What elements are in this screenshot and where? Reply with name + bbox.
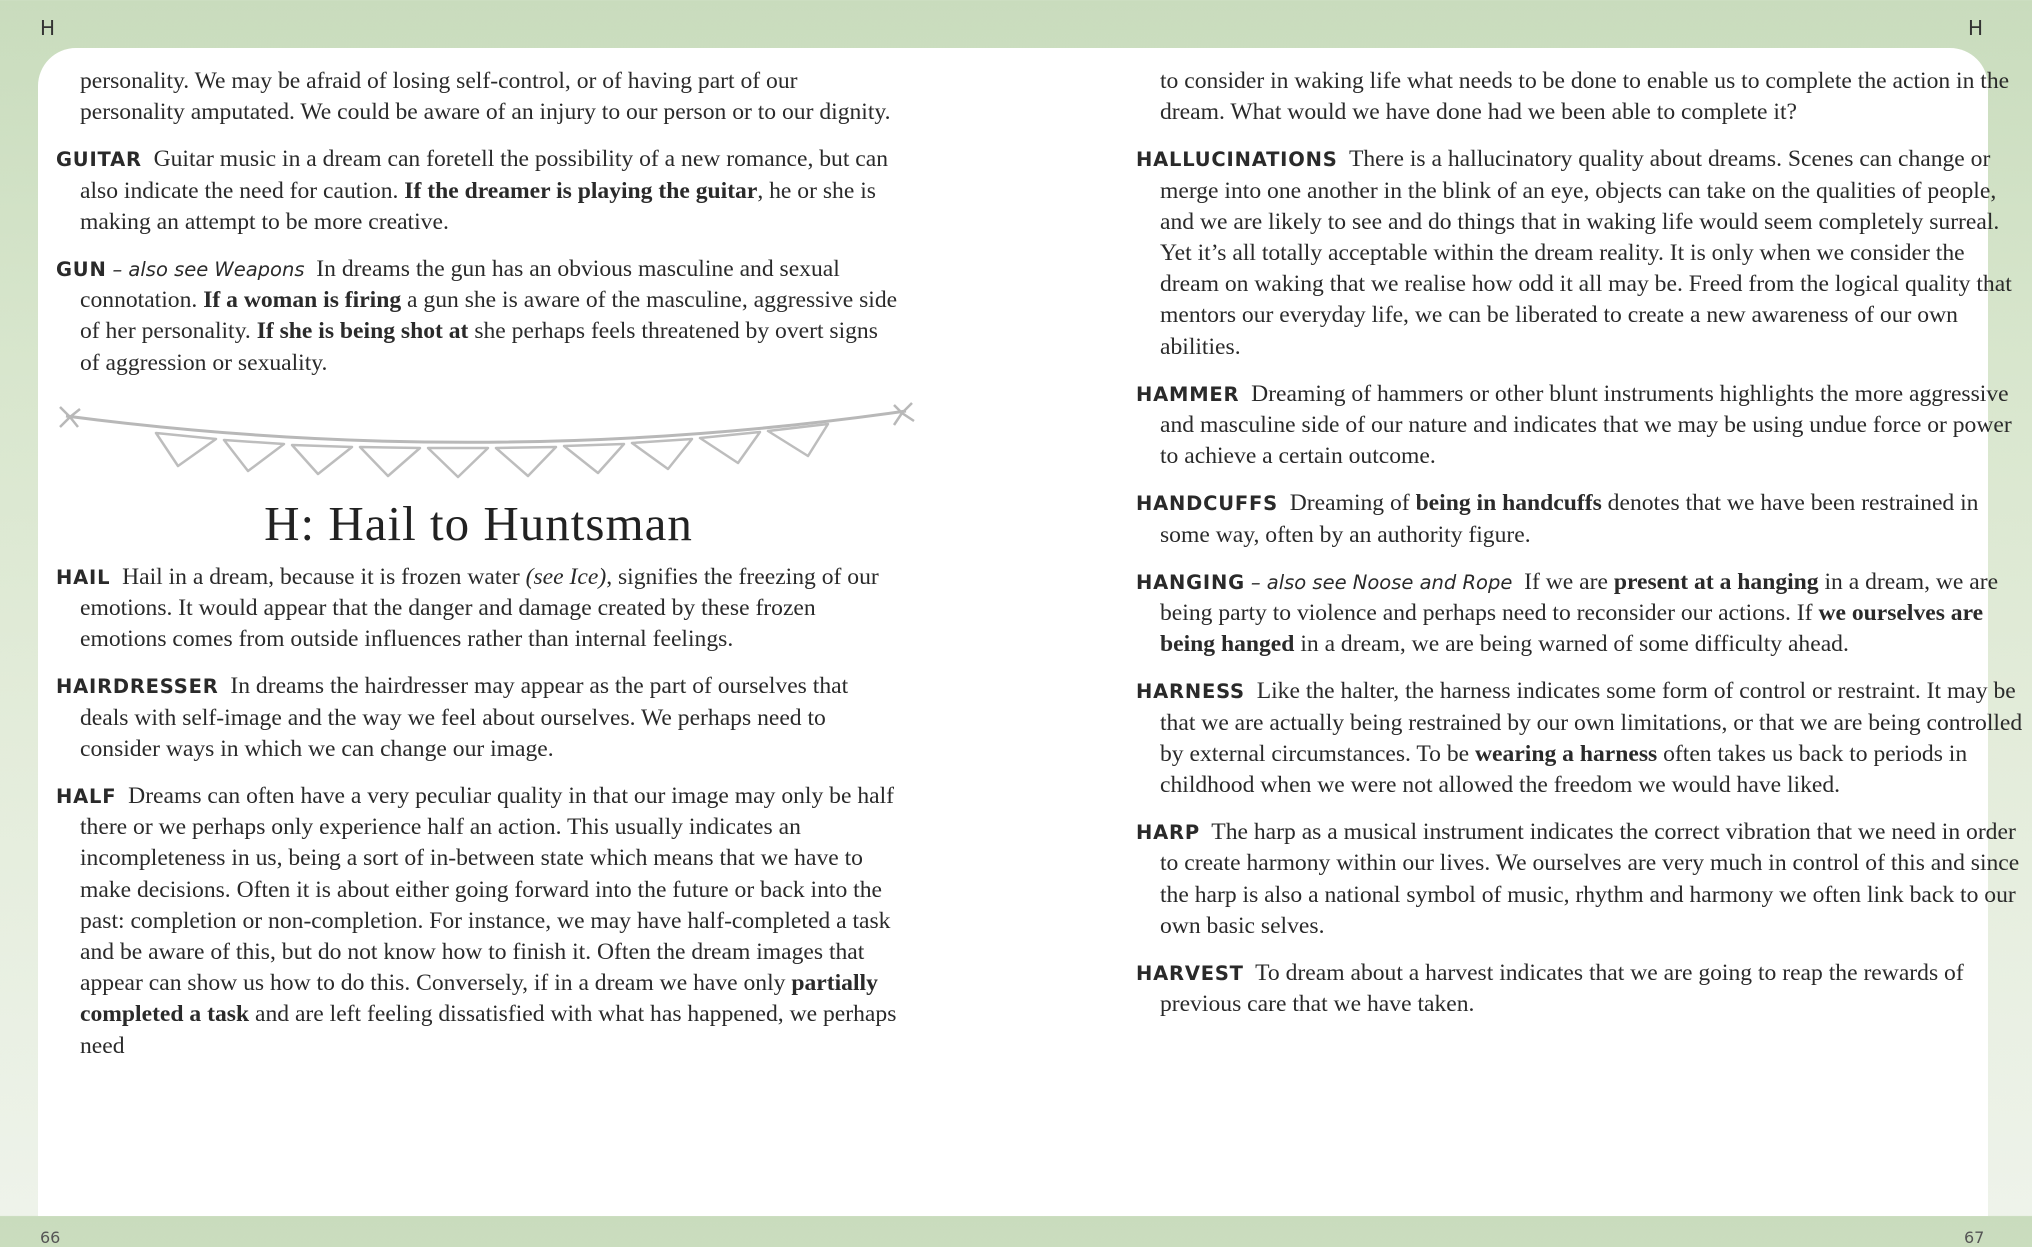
headword-half: HALF: [56, 785, 117, 809]
entry-harvest: HARVEST To dream about a harvest indicates that we are going to reap the rewards of previous care that we have taken.: [1136, 960, 1964, 1018]
headword-gun: GUN: [56, 258, 107, 282]
entry-gun: GUN – also see Weapons In dreams the gun has an obvious masculine and sexual connotation. If a woman is firing a gun she is aware of the masculine, aggressive side of her personality. If she is being shot at she perhaps feels threatened by overt signs of aggression or sexuality.: [56, 256, 898, 376]
running-head-right: H: [1968, 16, 1984, 40]
bunting-decoration: [56, 401, 916, 481]
headword-harness: HARNESS: [1136, 680, 1245, 704]
entry-guitar: GUITAR Guitar music in a dream can foretell the possibility of a new romance, but can also indicate the need for caution. If the dreamer is playing the guitar, he or she is making an attempt to be more creative.: [56, 146, 889, 235]
entry-half: HALF Dreams can often have a very peculiar quality in that our image may only be half there or we perhaps only experience half an action. This usually indicates an incompleteness in us, being a sort of in-between state which means that we have to make decisions. Often it is about either going forward into the future or back into the past: completion or non-completion. For instance, we may have half-completed a task and be aware of this, but do not know how to finish it. Often the dream images that appear can show us how to do this. Conversely, if in a dream we have only partially completed a task and are left feeling dissatisfied with what has happened, we perhaps need: [56, 783, 897, 1059]
entry-hairdresser: HAIRDRESSER In dreams the hairdresser may appear as the part of ourselves that deals with self-image and the way we feel about ourselves. We perhaps need to consider ways in which we can change our image.: [56, 673, 849, 762]
running-head-left: H: [40, 16, 56, 40]
left-intro: personality. We may be afraid of losing self-control, or of having part of our personality amputated. We could be aware of an injury to our person or to our dignity.: [80, 68, 891, 126]
page-number-left: 66: [40, 1228, 61, 1247]
entry-handcuffs: HANDCUFFS Dreaming of being in handcuffs denotes that we have been restrained in some way, often by an authority figure.: [1136, 490, 1979, 548]
entry-hammer: HAMMER Dreaming of hammers or other blunt instruments highlights the more aggressive and masculine side of our nature and indicates that we may be using undue force or power to achieve a certain outcome.: [1136, 380, 2012, 470]
cross-reference: – also see Weapons: [112, 258, 305, 282]
headword-hammer: HAMMER: [1136, 382, 1240, 406]
entry-harness: HARNESS Like the halter, the harness indicates some form of control or restraint. It may be that we are actually being restrained by our own limitations, or that we are being controlled by external circumstances. To be wearing a harness often takes us back to periods in childhood when we were not allowed the freedom we would have liked.: [1136, 678, 2023, 799]
cross-reference: – also see Noose and Rope: [1250, 570, 1513, 594]
headword-hail: HAIL: [56, 565, 111, 589]
entry-hail: HAIL Hail in a dream, because it is frozen water (see Ice), signifies the freezing of our emotions. It would appear that the danger and damage created by these frozen emotions comes from outside influences rather than internal feelings.: [56, 563, 879, 653]
entry-harp: HARP The harp as a musical instrument indicates the correct vibration that we need in order to create harmony within our lives. We ourselves are very much in control of this and since the harp is also a national symbol of music, rhythm and harmony we often link back to our own basic selves.: [1136, 819, 2020, 939]
headword-harp: HARP: [1136, 821, 1200, 845]
entry-hallucinations: HALLUCINATIONS There is a hallucinatory quality about dreams. Scenes can change or merge into one another in the blink of an eye, objects can take on the qualities of people, and we are likely to see and do things that in waking life would seem completely surreal. Yet it’s all totally acceptable within the dream reality. It is only when we consider the dream on waking that we realise how odd it all may be. Freed from the logical quality that mentors our everyday life, we can be liberated to create a new awareness of our own abilities.: [1136, 146, 2012, 360]
section-title: H: Hail to Huntsman: [264, 495, 693, 551]
left-page-column: [56, 66, 901, 1078]
headword-handcuffs: HANDCUFFS: [1136, 492, 1278, 516]
right-intro: to consider in waking life what needs to be done to enable us to complete the action in the dream. What would we have done had we been able to complete it?: [1160, 68, 2010, 126]
page-number-right: 67: [1964, 1228, 1985, 1247]
book-spread: [38, 48, 2023, 1247]
entry-hanging: HANGING – also see Noose and Rope If we are present at a hanging in a dream, we are being party to violence and perhaps need to reconsider our actions. If we ourselves are being hanged in a dream, we are being warned of some difficulty ahead.: [1136, 568, 1999, 658]
right-page-column: [1136, 66, 2026, 1036]
headword-hanging: HANGING: [1136, 570, 1245, 594]
headword-hallucinations: HALLUCINATIONS: [1136, 148, 1338, 172]
headword-guitar: GUITAR: [56, 148, 142, 172]
headword-harvest: HARVEST: [1136, 962, 1244, 986]
headword-hairdresser: HAIRDRESSER: [56, 675, 219, 699]
